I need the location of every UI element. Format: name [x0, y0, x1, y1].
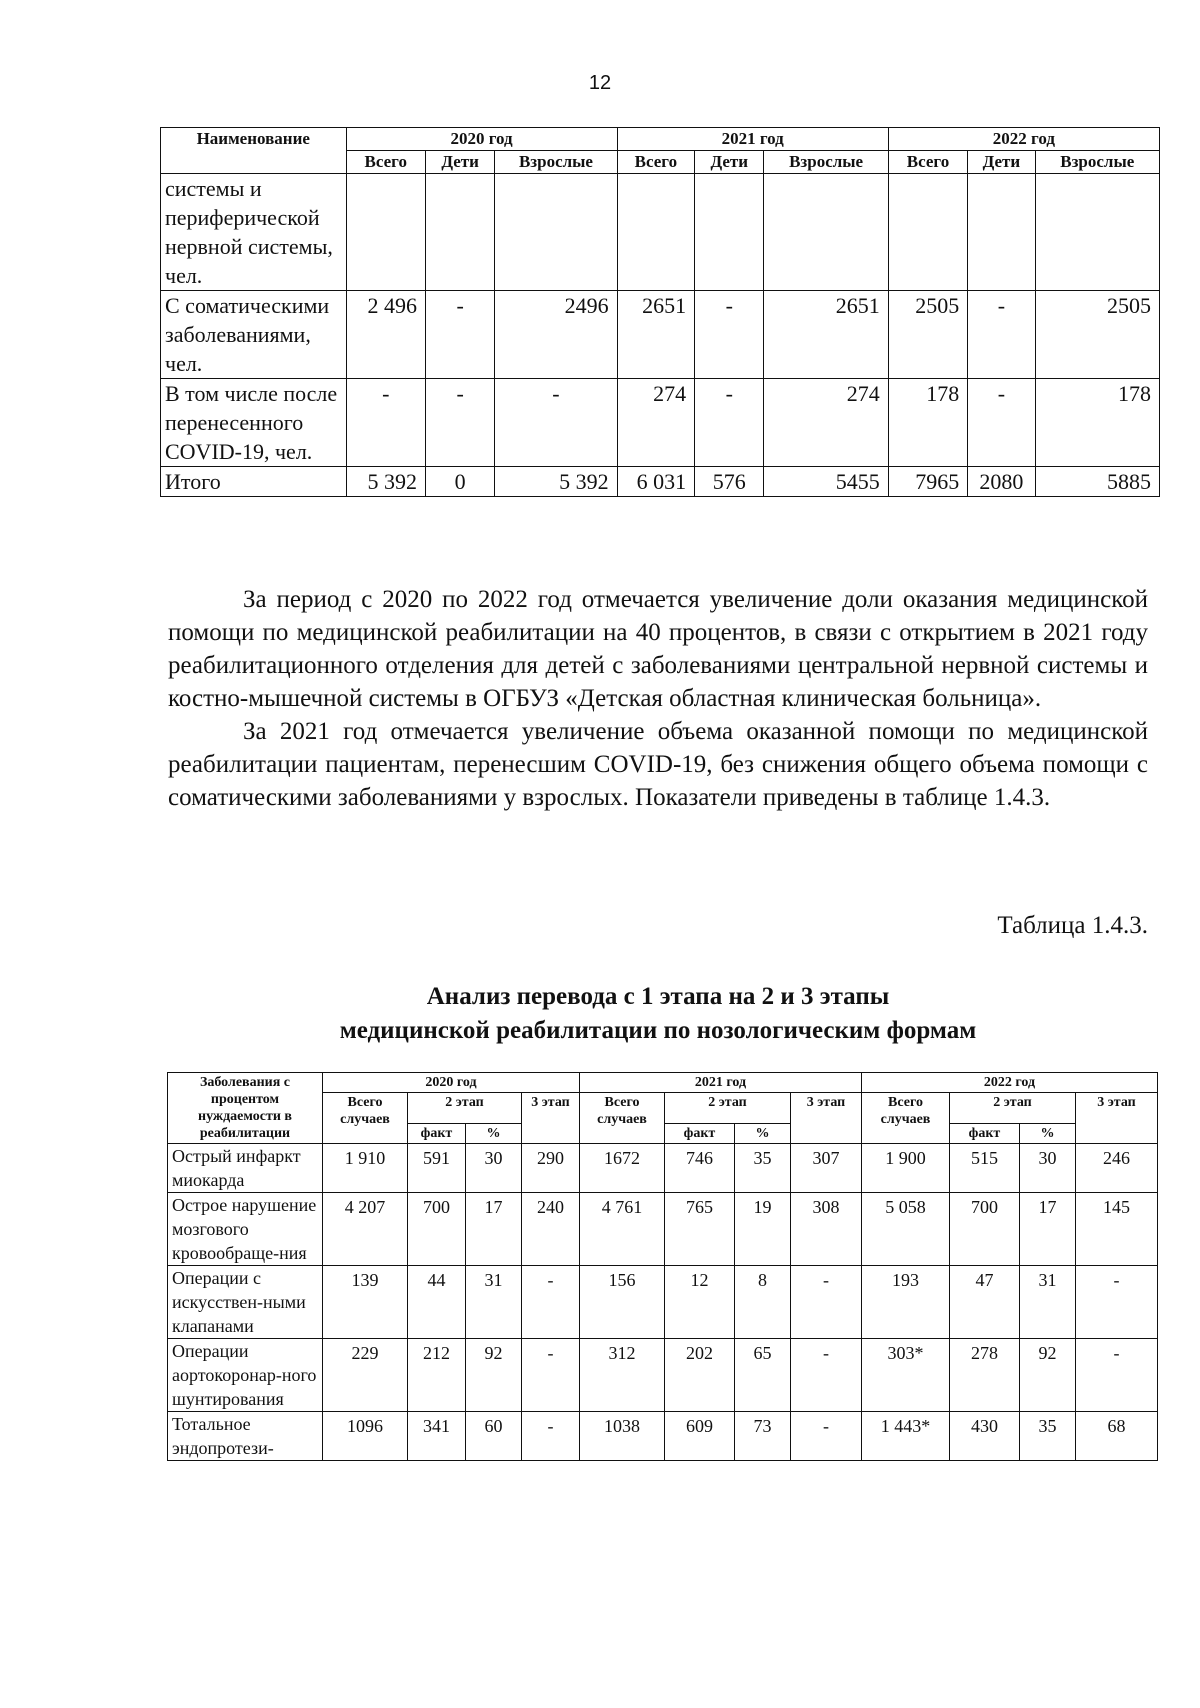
- cell: 2651: [764, 291, 888, 379]
- cell: 7965: [888, 467, 968, 497]
- cell: 307: [791, 1144, 862, 1193]
- table-row-total: [161, 467, 1160, 497]
- cell: [968, 174, 1035, 291]
- cell: 290: [522, 1144, 580, 1193]
- cell: [346, 174, 426, 291]
- subcol-percent: %: [735, 1124, 791, 1144]
- table-rehab-totals: [160, 127, 1160, 497]
- cell: 2505: [1035, 291, 1159, 379]
- subcol-total: Всего: [888, 151, 968, 174]
- row-name: системы и периферической нервной системы, чел.: [161, 174, 347, 291]
- cell: 609: [665, 1412, 735, 1461]
- cell: 341: [408, 1412, 466, 1461]
- cell: 1096: [323, 1412, 408, 1461]
- subcol-stage3: 3 этап: [1076, 1093, 1158, 1144]
- subcol-fact: факт: [408, 1124, 466, 1144]
- cell: 2505: [888, 291, 968, 379]
- row-name: Операции с искусствен-ными клапанами: [168, 1266, 323, 1339]
- cell: -: [1076, 1339, 1158, 1412]
- subcol-total: Всего: [346, 151, 426, 174]
- cell: 700: [408, 1193, 466, 1266]
- cell: 246: [1076, 1144, 1158, 1193]
- cell: 303*: [862, 1339, 950, 1412]
- subcol-children: Дети: [695, 151, 764, 174]
- row-name: Операции аортокоронар-ного шунтирования: [168, 1339, 323, 1412]
- subcol-stage3: 3 этап: [791, 1093, 862, 1144]
- subcol-total-cases: Всего случаев: [323, 1093, 408, 1144]
- cell: 31: [1020, 1266, 1076, 1339]
- cell: 2651: [617, 291, 694, 379]
- cell: 212: [408, 1339, 466, 1412]
- row-name: С соматическими заболеваниями, чел.: [161, 291, 347, 379]
- subcol-percent: %: [466, 1124, 522, 1144]
- cell: 229: [323, 1339, 408, 1412]
- table-row: [168, 1266, 1158, 1339]
- cell: -: [426, 291, 495, 379]
- table-caption: Таблица 1.4.3.: [997, 912, 1148, 939]
- cell: 47: [950, 1266, 1020, 1339]
- cell: -: [522, 1412, 580, 1461]
- cell: [1035, 174, 1159, 291]
- table-title-line: медицинской реабилитации по нозологическим формам: [339, 1017, 977, 1044]
- cell: -: [522, 1339, 580, 1412]
- cell: 591: [408, 1144, 466, 1193]
- cell: 2080: [968, 467, 1035, 497]
- cell: -: [495, 379, 617, 467]
- cell: 193: [862, 1266, 950, 1339]
- cell: 92: [466, 1339, 522, 1412]
- cell: 68: [1076, 1412, 1158, 1461]
- cell: -: [695, 379, 764, 467]
- cell: 765: [665, 1193, 735, 1266]
- cell: [617, 174, 694, 291]
- table-row: [168, 1412, 1158, 1461]
- table-row: [161, 174, 1160, 291]
- cell: [888, 174, 968, 291]
- subcol-stage3: 3 этап: [522, 1093, 580, 1144]
- cell: 515: [950, 1144, 1020, 1193]
- paragraph: За 2021 год отмечается увеличение объема оказанной помощи по медицинской реабилитации пациентам, перенесшим COVID-19, без снижения общего объема помощи с соматическими заболеваниями у взрослых. Показатели приведены в таблице 1.4.3.: [168, 718, 1148, 811]
- cell: 5 392: [346, 467, 426, 497]
- row-name: Острое нарушение мозгового кровообраще-ния: [168, 1193, 323, 1266]
- col-header-year-2022: 2022 год: [862, 1073, 1158, 1093]
- cell: 6 031: [617, 467, 694, 497]
- cell: 4 761: [580, 1193, 665, 1266]
- subcol-adults: Взрослые: [495, 151, 617, 174]
- cell: 202: [665, 1339, 735, 1412]
- paragraph: За период с 2020 по 2022 год отмечается увеличение доли оказания медицинской помощи по медицинской реабилитации на 40 процентов, в связи с открытием в 2021 году реабилитационного отделения для детей с заболеваниями центральной нервной системы и костно-мышечной системы в ОГБУЗ «Детская областная клиническая больница».: [168, 586, 1148, 712]
- subcol-stage2: 2 этап: [950, 1093, 1076, 1124]
- cell: -: [522, 1266, 580, 1339]
- cell: 1038: [580, 1412, 665, 1461]
- col-header-year-2021: 2021 год: [580, 1073, 862, 1093]
- cell: -: [968, 379, 1035, 467]
- cell: 746: [665, 1144, 735, 1193]
- subcol-children: Дети: [968, 151, 1035, 174]
- cell: 17: [1020, 1193, 1076, 1266]
- col-header-name: Наименование: [161, 128, 347, 174]
- cell: 178: [888, 379, 968, 467]
- table-title-line: Анализ перевода с 1 этапа на 2 и 3 этапы: [426, 983, 890, 1010]
- cell: 30: [1020, 1144, 1076, 1193]
- cell: 19: [735, 1193, 791, 1266]
- table-title: [168, 980, 1148, 1048]
- cell: 2496: [495, 291, 617, 379]
- subcol-stage2: 2 этап: [665, 1093, 791, 1124]
- body-text: [168, 583, 1148, 814]
- col-header-year-2020: 2020 год: [323, 1073, 580, 1093]
- cell: -: [426, 379, 495, 467]
- cell: 178: [1035, 379, 1159, 467]
- cell: 30: [466, 1144, 522, 1193]
- cell: 92: [1020, 1339, 1076, 1412]
- cell: 576: [695, 467, 764, 497]
- cell: 17: [466, 1193, 522, 1266]
- table-row: [161, 379, 1160, 467]
- cell: 4 207: [323, 1193, 408, 1266]
- subcol-total-cases: Всего случаев: [862, 1093, 950, 1144]
- cell: 1672: [580, 1144, 665, 1193]
- cell: 1 910: [323, 1144, 408, 1193]
- cell: 65: [735, 1339, 791, 1412]
- cell: 145: [1076, 1193, 1158, 1266]
- cell: 0: [426, 467, 495, 497]
- cell: -: [791, 1412, 862, 1461]
- row-name: Тотальное эндопротези-: [168, 1412, 323, 1461]
- cell: [495, 174, 617, 291]
- cell: 35: [735, 1144, 791, 1193]
- cell: -: [1076, 1266, 1158, 1339]
- cell: 308: [791, 1193, 862, 1266]
- cell: 700: [950, 1193, 1020, 1266]
- subcol-fact: факт: [950, 1124, 1020, 1144]
- cell: 2 496: [346, 291, 426, 379]
- subcol-stage2: 2 этап: [408, 1093, 522, 1124]
- cell: 240: [522, 1193, 580, 1266]
- cell: 44: [408, 1266, 466, 1339]
- subcol-fact: факт: [665, 1124, 735, 1144]
- subcol-children: Дети: [426, 151, 495, 174]
- col-header-year-2022: 2022 год: [888, 128, 1159, 151]
- col-header-disease: Заболевания с процентом нуждаемости в реабилитации: [168, 1073, 323, 1144]
- table-row: [168, 1144, 1158, 1193]
- subcol-total-cases: Всего случаев: [580, 1093, 665, 1144]
- cell: 156: [580, 1266, 665, 1339]
- subcol-adults: Взрослые: [1035, 151, 1159, 174]
- subcol-adults: Взрослые: [764, 151, 888, 174]
- cell: 274: [764, 379, 888, 467]
- cell: -: [695, 291, 764, 379]
- cell: [695, 174, 764, 291]
- cell: 5 058: [862, 1193, 950, 1266]
- cell: 1 443*: [862, 1412, 950, 1461]
- cell: 274: [617, 379, 694, 467]
- cell: 60: [466, 1412, 522, 1461]
- cell: [426, 174, 495, 291]
- cell: 430: [950, 1412, 1020, 1461]
- cell: 1 900: [862, 1144, 950, 1193]
- page-number: 12: [588, 72, 612, 94]
- cell: 5 392: [495, 467, 617, 497]
- table-row: [168, 1193, 1158, 1266]
- row-name: Итого: [161, 467, 347, 497]
- cell: 5885: [1035, 467, 1159, 497]
- cell: 312: [580, 1339, 665, 1412]
- table-row: [161, 291, 1160, 379]
- cell: 278: [950, 1339, 1020, 1412]
- cell: 139: [323, 1266, 408, 1339]
- cell: [764, 174, 888, 291]
- col-header-year-2020: 2020 год: [346, 128, 617, 151]
- row-name: Острый инфаркт миокарда: [168, 1144, 323, 1193]
- table-row: [168, 1339, 1158, 1412]
- cell: 5455: [764, 467, 888, 497]
- cell: -: [968, 291, 1035, 379]
- subcol-percent: %: [1020, 1124, 1076, 1144]
- cell: 35: [1020, 1412, 1076, 1461]
- cell: -: [791, 1339, 862, 1412]
- col-header-year-2021: 2021 год: [617, 128, 888, 151]
- cell: 8: [735, 1266, 791, 1339]
- cell: 31: [466, 1266, 522, 1339]
- cell: -: [791, 1266, 862, 1339]
- cell: 12: [665, 1266, 735, 1339]
- subcol-total: Всего: [617, 151, 694, 174]
- cell: -: [346, 379, 426, 467]
- row-name: В том числе после перенесенного COVID-19, чел.: [161, 379, 347, 467]
- cell: 73: [735, 1412, 791, 1461]
- table-stage-transfer: [167, 1072, 1158, 1461]
